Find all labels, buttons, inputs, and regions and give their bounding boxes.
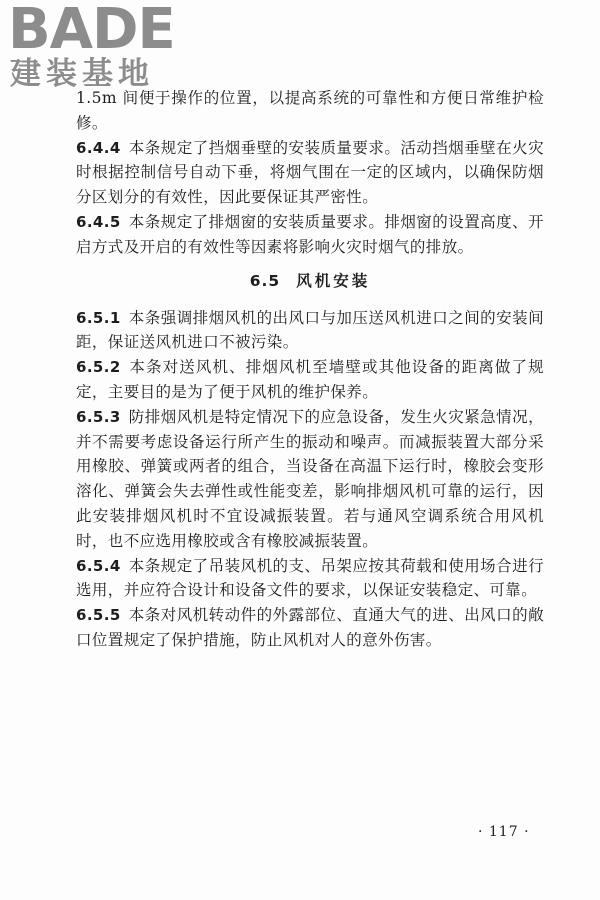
paragraph-text: 1.5m 间便于操作的位置，以提高系统的可靠性和方便日常维护检修。 <box>76 89 544 132</box>
clause-number: 6.4.5 <box>76 212 121 231</box>
clause-number: 6.4.4 <box>76 138 121 157</box>
body-text <box>76 86 544 653</box>
clause-text: 防排烟风机是特定情况下的应急设备，发生火灾紧急情况，并不需要考虑设备运行所产生的振动和噪声。而减振装置大部分采用橡胶、弹簧或两者的组合，当设备在高温下运行时，橡胶会变形溶化、弹簧会失去弹性或性能变差，影响排烟风机可靠的运行，因此安装排烟风机时不宜设减振装置。若与通风空调系统合用风机时，也不应选用橡胶或含有橡胶减振装置。 <box>76 407 544 550</box>
paragraph-continuation <box>76 86 544 136</box>
clause-number: 6.5.1 <box>76 308 121 327</box>
section-number: 6.5 <box>249 271 281 290</box>
clause-6-5-4 <box>76 554 544 604</box>
clause-text: 本条规定了挡烟垂壁的安装质量要求。活动挡烟垂壁在火灾时根据控制信号自动下垂，将烟气围在一定的区域内，以确保防烟分区划分的有效性，因此要保证其严密性。 <box>76 138 544 207</box>
logo-subtitle: 建装基地 <box>10 56 154 92</box>
clause-6-5-3 <box>76 405 544 554</box>
clause-text: 本条规定了排烟窗的安装质量要求。排烟窗的设置高度、开启方式及开启的有效性等因素将影响火灾时烟气的排放。 <box>76 212 544 256</box>
clause-text: 本条规定了吊装风机的支、吊架应按其荷载和使用场合进行选用，并应符合设计和设备文件的要求，以保证安装稳定、可靠。 <box>76 556 544 600</box>
clause-text: 本条强调排烟风机的出风口与加压送风机进口之间的安装间距，保证送风机进口不被污染。 <box>76 308 544 352</box>
clause-number: 6.5.2 <box>76 358 121 377</box>
clause-number: 6.5.4 <box>76 556 121 575</box>
clause-6-5-1 <box>76 306 544 356</box>
watermark-logo <box>8 2 178 94</box>
clause-6-4-4 <box>76 136 544 210</box>
clause-6-5-5 <box>76 603 544 653</box>
section-heading <box>76 269 544 293</box>
clause-number: 6.5.3 <box>76 407 121 426</box>
page-number: · 117 · <box>478 824 530 840</box>
clause-text: 本条对送风机、排烟风机至墙壁或其他设备的距离做了规定，主要目的是为了便于风机的维护保养。 <box>76 358 544 401</box>
section-title: 风机安装 <box>296 271 371 290</box>
clause-number: 6.5.5 <box>76 606 121 625</box>
clause-text: 本条对风机转动件的外露部位、直通大气的进、出风口的敞口位置规定了保护措施，防止风机对人的意外伤害。 <box>76 606 544 649</box>
logo-wordmark: BADE <box>8 0 175 62</box>
clause-6-5-2 <box>76 355 544 405</box>
clause-6-4-5 <box>76 210 544 260</box>
